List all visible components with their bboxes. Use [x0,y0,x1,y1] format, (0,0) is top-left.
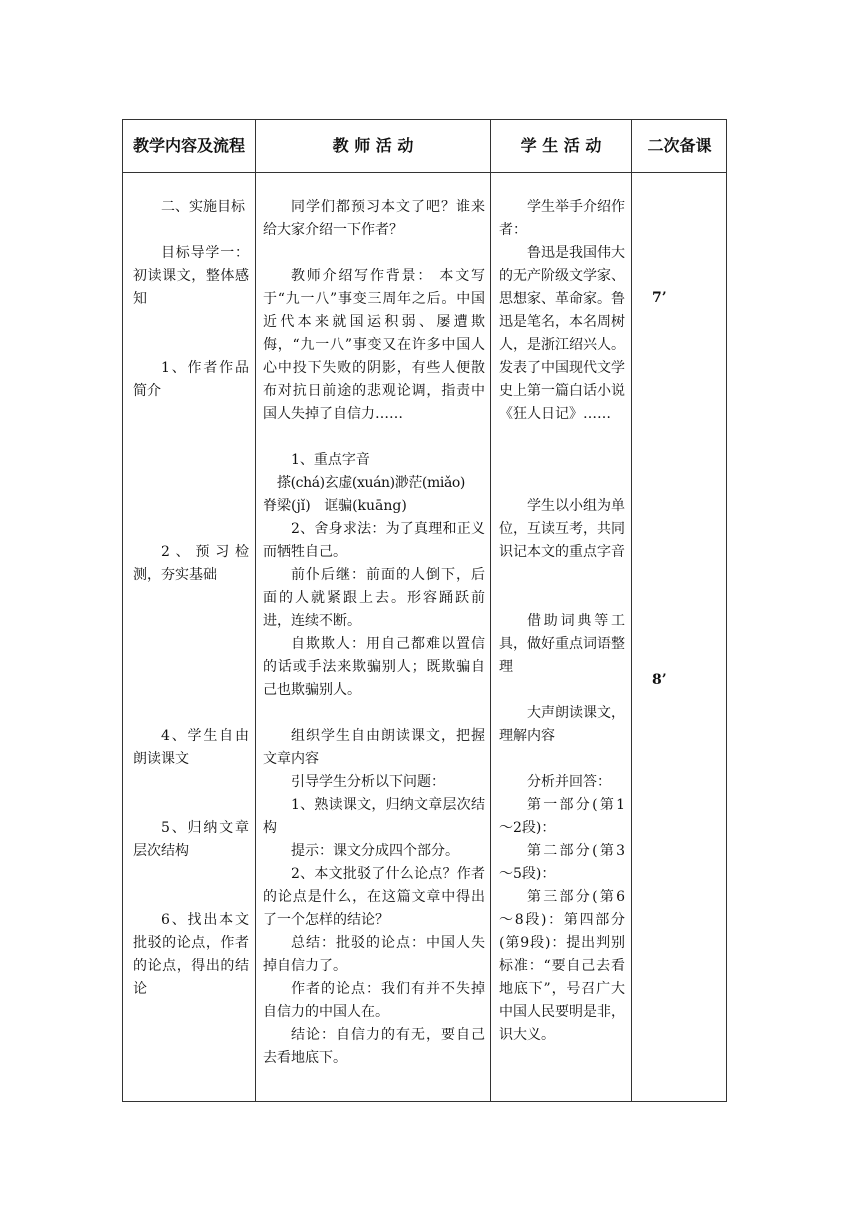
student-text: 学生以小组为单位，互读互考，共同识记本文的重点字音 [499,498,625,560]
header-student-activity: 学 生 活 动 [520,136,602,155]
student-text: 第一部分(第1～2段)： [499,797,625,836]
teacher-text: 作者的论点：我们有并不失掉自信力的中国人在。 [263,981,485,1020]
teacher-text: 组织学生自由朗读课文，把握文章内容 [263,728,485,767]
content-flow-column [133,196,249,1001]
teacher-text: 1、熟读课文，归纳文章层次结构 [263,797,485,836]
header-second-prep: 二次备课 [647,136,712,155]
column-divider-1 [255,120,256,1101]
student-text: 鲁迅是我国伟大的无产阶级文学家、思想家、革命家。鲁迅是笔名，本名周树人，是浙江绍兴人。发表了中国现代文学史上第一篇白话小说《狂人日记》…… [499,245,625,422]
lesson-plan-table [122,119,727,1102]
teacher-text: 同学们都预习本文了吧？谁来给大家介绍一下作者？ [263,199,485,238]
teacher-text: 教师介绍写作背景： 本文写于“九一八”事变三周年之后。中国近代本来就国运积弱、屡遭欺侮，“九一八”事变又在许多中国人心中投下失败的阴影，有些人便散布对抗日前途的悲观论调，指责中国人失掉了自信力…… [263,268,485,422]
content-item: 2、预习检测，夯实基础 [133,544,249,583]
time-allocation: 8’ [652,672,667,688]
teacher-activity-column [263,196,485,1070]
teacher-text: 引导学生分析以下问题： [291,774,445,790]
teacher-text: 结论：自信力的有无，要自己去看地底下。 [263,1027,485,1066]
student-text: 第三部分(第6～8段)：第四部分(第9段)：提出判别标准：“要自己去看地底下”，号召广大中国人民要明是非，识大义。 [499,889,625,1043]
content-item: 1、作者作品简介 [133,360,249,399]
header-divider [123,172,726,173]
time-allocation: 7’ [652,290,667,306]
header-teacher-activity: 教 师 活 动 [332,136,414,155]
teacher-text: 2、本文批驳了什么论点？作者的论点是什么，在这篇文章中得出了一个怎样的结论？ [263,866,485,928]
content-item: 4、学生自由朗读课文 [133,728,249,767]
student-text: 学生举手介绍作者： [499,199,625,238]
student-activity-column [499,196,625,1047]
column-divider-2 [490,120,491,1101]
teacher-text: 1、重点字音 [291,452,370,468]
student-text: 第二部分(第3～5段)： [499,843,625,882]
header-content-flow: 教学内容及流程 [132,136,245,155]
content-item: 6、找出本文批驳的论点，作者的论点，得出的结论 [133,912,249,997]
student-text: 分析并回答： [527,774,611,790]
student-text: 大声朗读课文，理解内容 [499,705,625,744]
teacher-text: 总结：批驳的论点：中国人失掉自信力了。 [263,935,485,974]
teacher-text: 2、舍身求法：为了真理和正义而牺牲自己。 [263,521,485,560]
content-item: 目标导学一：初读课文，整体感知 [133,245,249,307]
teacher-text: 提示：课文分成四个部分。 [291,843,459,859]
content-item: 二、实施目标 [161,199,245,215]
pinyin-line: 搽(chá)玄虚(xuán)渺茫(miǎo) [277,475,465,491]
column-divider-3 [631,120,632,1101]
content-item: 5、归纳文章层次结构 [133,820,249,859]
teacher-text: 自欺欺人：用自己都难以置信的话或手法来欺骗别人；既欺骗自己也欺骗别人。 [263,636,485,698]
pinyin-line: 脊梁(jǐ) 诓骗(kuāng) [263,498,407,514]
student-text: 借助词典等工具，做好重点词语整理 [499,613,625,675]
teacher-text: 前仆后继：前面的人倒下，后面的人就紧跟上去。形容踊跃前进，连续不断。 [263,567,485,629]
